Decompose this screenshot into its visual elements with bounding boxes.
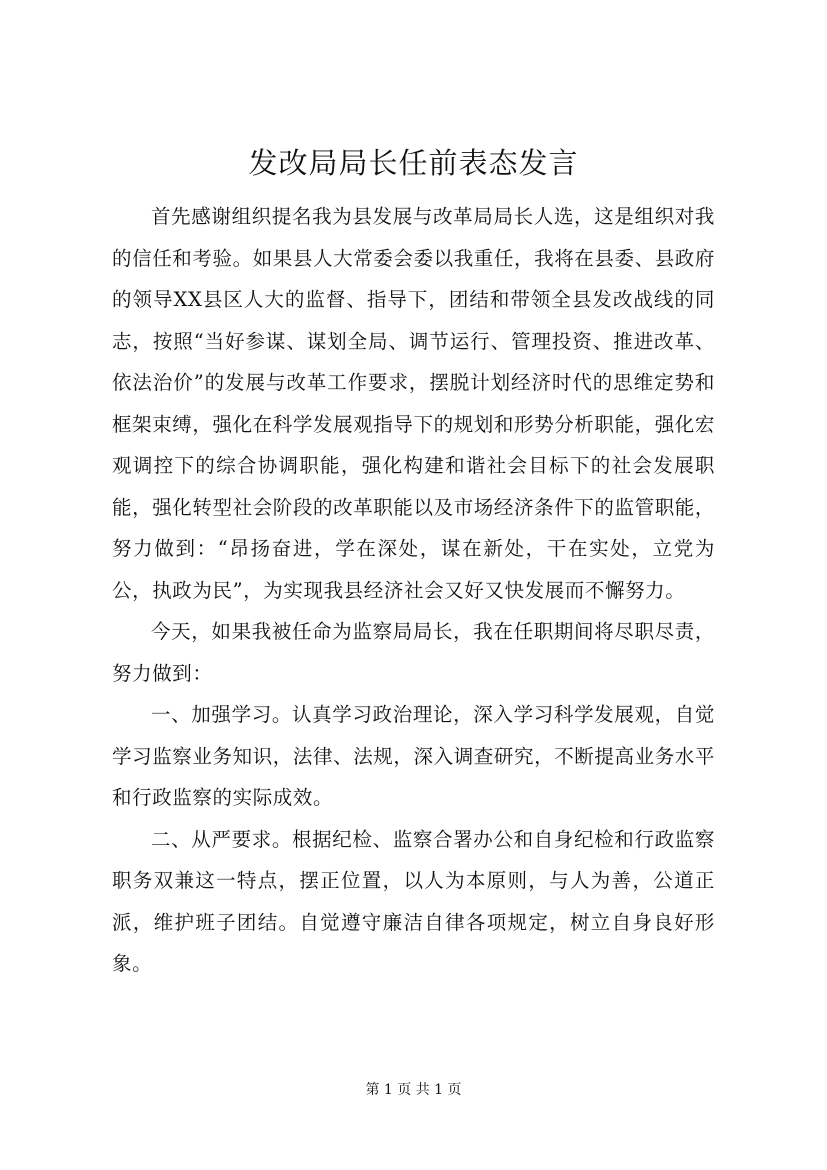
paragraph-appointment: 今天，如果我被任命为监察局局长，我在任职期间将尽职尽责，努力做到： bbox=[112, 620, 715, 685]
document-body bbox=[112, 196, 715, 985]
paragraph-point-2: 二、从严要求。根据纪检、监察合署办公和自身纪检和行政监察职务双兼这一特点，摆正位置，以人为本原则，与人为善，公道正派，维护班子团结。自觉遵守廉洁自律各项规定，树立自身良好形象。 bbox=[112, 827, 715, 975]
page-footer: 第 1 页 共 1 页 bbox=[365, 1082, 462, 1098]
paragraph-point-1: 一、加强学习。认真学习政治理论，深入学习科学发展观，自觉学习监察业务知识，法律、法规，深入调查研究，不断提高业务水平和行政监察的实际成效。 bbox=[112, 703, 716, 809]
paragraph-intro: 首先感谢组织提名我为县发展与改革局局长人选，这是组织对我的信任和考验。如果县人大常委会委以我重任，我将在县委、县政府的领导XX县区人大的监督、指导下，团结和带领全县发改战线的同志，按照“当好参谋、谋划全局、调节运行、管理投资、推进改革、依法治价”的发展与改革工作要求，摆脱计划经济时代的思维定势和框架束缚，强化在科学发展观指导下的规划和形势分析职能，强化宏观调控下的综合协调职能，强化构建和谐社会目标下的社会发展职能，强化转型社会阶段的改革职能以及市场经济条件下的监管职能，努力做到：“昂扬奋进，学在深处，谋在新处，干在实处，立党为公，执政为民”，为实现我县经济社会又好又快发展而不懈努力。 bbox=[112, 205, 716, 602]
document-title: 发改局局长任前表态发言 bbox=[248, 146, 579, 180]
